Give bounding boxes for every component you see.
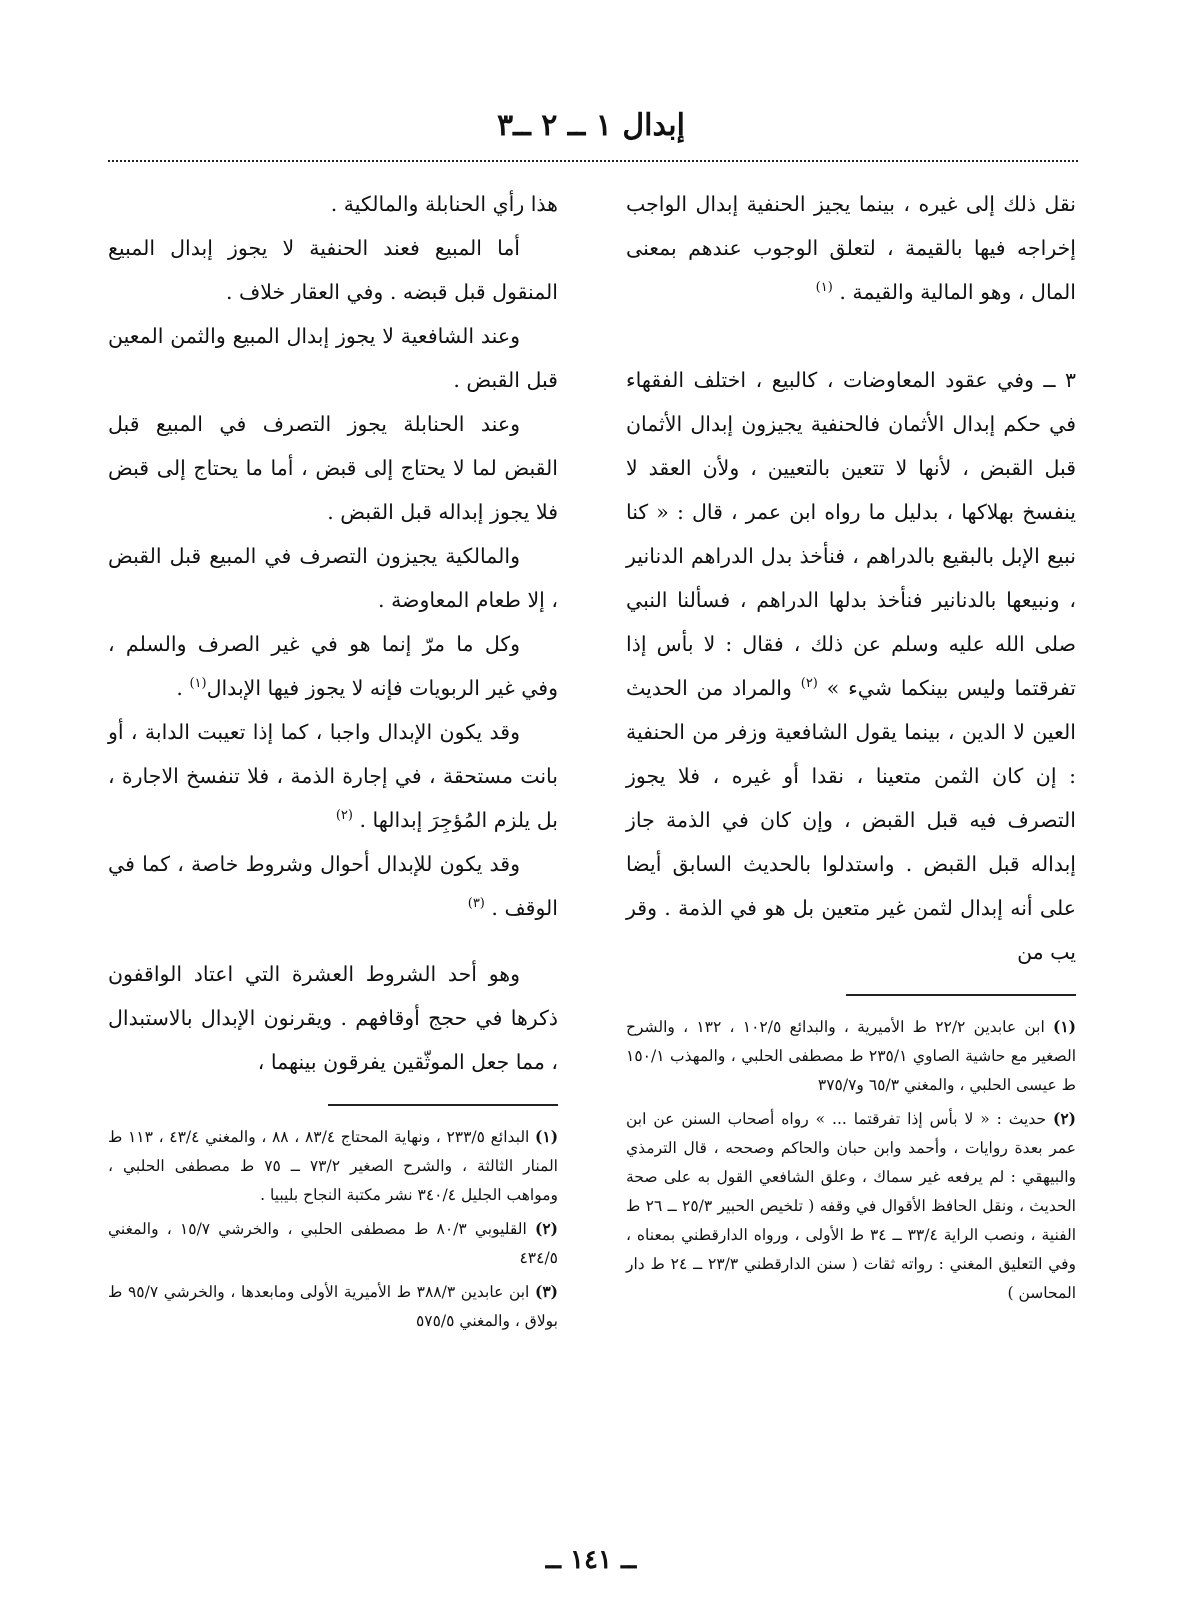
paragraph: ٣ ــ وفي عقود المعاوضات ، كالبيع ، اختلف الفقهاء في حكم إبدال الأثمان فالحنفية يجيزون إبدال الأثمان قبل القبض ، لأنها لا تتعين بالتعيين ، ولأن العقد لا ينفسخ بهلاكها ، بدليل ما رواه ابن عمر ، قال : « كنا نبيع الإبل بالبقيع بالدراهم ، فنأخذ بدل الدراهم الدنانير ، ونبيعها بالدنانير فنأخذ بدلها الدراهم ، فسألنا النبي صلى الله عليه وسلم عن ذلك ، فقال : لا بأس إذا تفرقتما وليس بينكما شيء » $^{(٢)}$ والمراد من الحديث العين لا الدين ، بينما يقول الشافعية وزفر من الحنفية : إن كان الثمن متعينا ، نقدا أو غيره ، فلا يجوز التصرف فيه قبل القبض ، وإن كان في الذمة جاز إبداله قبل القبض . واستدلوا بالحديث السابق أيضا على أنه إبدال لثمن غير متعين بل هو في الذمة . وقر يب من [626,368,1076,964]
footnote: (٣) ابن عابدين ٣٨٨/٣ ط الأميرية الأولى ومابعدها ، والخرشي ٩٥/٧ ط بولاق ، والمغني ٥٧٥/٥ [108,1282,559,1330]
paragraph: وهو أحد الشروط العشرة التي اعتاد الواقفون ذكرها في حجج أوقافهم . ويقرنون الإبدال بالاستبدال ، مما جعل الموثّقين يفرقون بينهما ، [108,962,558,1074]
paragraph: وعند الحنابلة يجوز التصرف في المبيع قبل القبض لما لا يحتاج إلى قبض ، أما ما يحتاج إلى قبض فلا يجوز إبداله قبل القبض . [108,412,558,524]
footnote: (١) البدائع ٢٣٣/٥ ، ونهاية المحتاج ٨٣/٤ ، ٨٨ ، والمغني ٤٣/٤ ، ١١٣ ط المنار الثالثة ، والشرح الصغير ٧٣/٢ ــ ٧٥ ط مصطفى الحلبي ، ومواهب الجليل ٣٤٠/٤ نشر مكتبة النجاح بليبيا . [108,1127,559,1204]
paragraph: هذا رأي الحنابلة والمالكية . [330,192,558,216]
paragraph: نقل ذلك إلى غيره ، بينما يجيز الحنفية إبدال الواجب إخراجه فيها بالقيمة ، لتعلق الوجوب عندهم بمعنى المال ، وهو المالية والقيمة . $^{(١)}$ [626,192,1076,304]
header-dotted-rule [108,160,1078,162]
paragraph: وعند الشافعية لا يجوز إبدال المبيع والثمن المعين قبل القبض . [108,324,558,392]
paragraph: أما المبيع فعند الحنفية لا يجوز إبدال المبيع المنقول قبل قبضه . وفي العقار خلاف . [108,236,558,304]
paragraph: وقد يكون الإبدال واجبا ، كما إذا تعيبت الدابة ، أو بانت مستحقة ، في إجارة الذمة ، فلا تنفسخ الاجارة ، بل يلزم المُؤجِرَ إبدالها . $^{(٢)}$ [108,720,558,832]
page-header-title: إبدال ١ ــ ٢ ــ٣ [497,108,685,143]
paragraph: وقد يكون للإبدال أحوال وشروط خاصة ، كما في الوقف . $^{(٣)}$ [108,852,558,920]
footnote-separator [328,1104,558,1106]
right-column [626,182,1076,1312]
footnote-marker: (١) [815,280,833,296]
footnote-separator [846,994,1076,996]
footnote-marker: (٢) [335,808,353,824]
footnote-marker: (٣) [467,896,485,912]
paragraph: والمالكية يجيزون التصرف في المبيع قبل القبض ، إلا طعام المعاوضة . [108,544,558,612]
footnote-marker: (١) [189,676,207,692]
footnote: (٢) حديث : « لا بأس إذا تفرقتما ... » رواه أصحاب السنن عن ابن عمر بعدة روايات ، وأحمد وابن حبان والحاكم وصححه ، قال الترمذي والبيهقي : لم يرفعه غير سماك ، وعلق الشافعي القول به على صحة الحديث ، ونقل الحافظ الأقوال في وقفه ( تلخيص الحبير ٢٥/٣ ــ ٢٦ ط الفنية ، ونصب الراية ٣٣/٤ ــ ٣٤ ط الأولى ، ورواه الدارقطني بمعناه ، وفي التعليق المغني : رواته ثقات ( سنن الدارقطني ٢٣/٣ ــ ٢٤ ط دار المحاسن ) [626,1109,1077,1302]
footnote: (١) ابن عابدين ٢٢/٢ ط الأميرية ، والبدائع ١٠٢/٥ ، ١٣٢ ، والشرح الصغير مع حاشية الصاوي ٢٣٥/١ ط مصطفى الحلبي ، والمهذب ١٥٠/١ ط عيسى الحلبي ، والمغني ٦٥/٣ و٣٧٥/٧ [626,1017,1077,1094]
footnote-marker: (٢) [800,676,818,692]
footnote: (٢) القليوبي ٨٠/٣ ط مصطفى الحلبي ، والخرشي ١٥/٧ ، والمغني ٤٣٤/٥ [108,1219,559,1267]
left-column [108,182,558,1340]
page-number: ــ ١٤١ ــ [545,1545,637,1575]
paragraph: وكل ما مرّ إنما هو في غير الصرف والسلم ، وفي غير الربويات فإنه لا يجوز فيها الإبدال$^{(١)}$ . [108,632,558,700]
